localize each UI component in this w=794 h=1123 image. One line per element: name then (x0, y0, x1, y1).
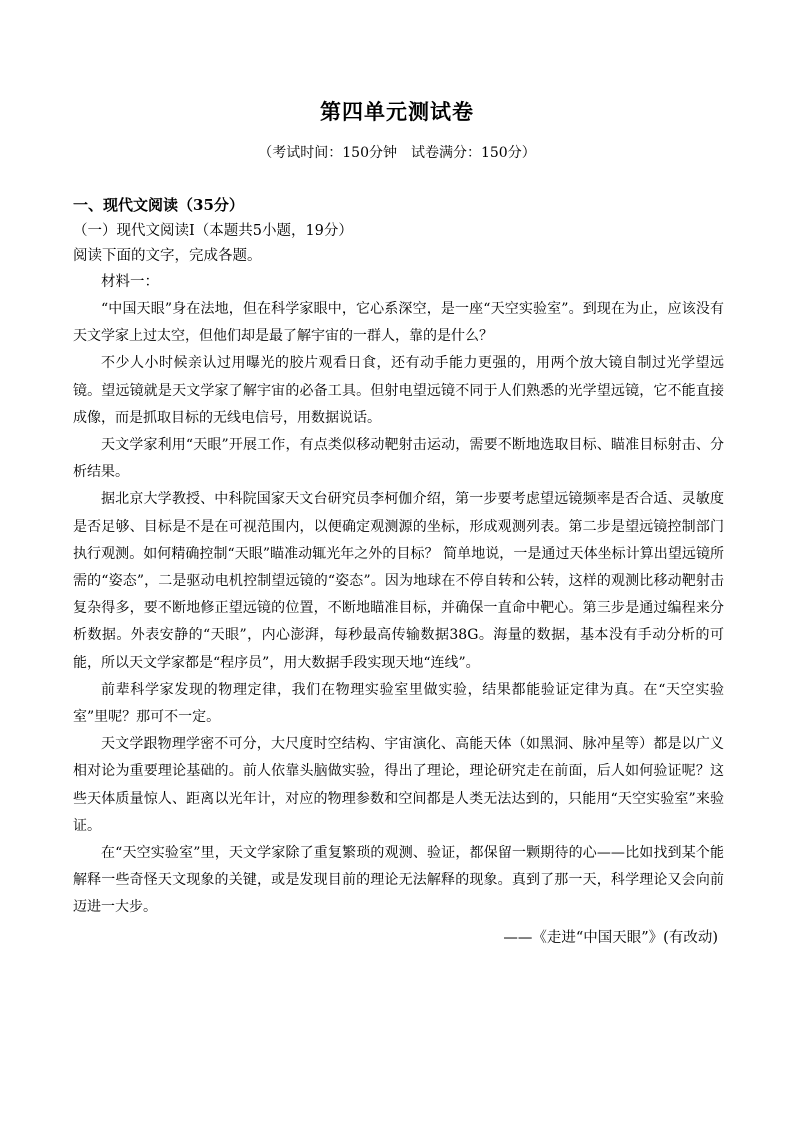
subsection-heading: （一）现代文阅读Ⅰ（本题共5小题，19分） (73, 223, 353, 239)
paragraph: 不少人小时候亲认过用曝光的胶片观看日食，还有动手能力更强的，用两个放大镜自制过光学望远镜。望远镜就是天文学家了解宇宙的必备工具。但射电望远镜不同于人们熟悉的光学望远镜，它不能直接成像，而是抓取目标的无线电信号，用数据说话。 (73, 355, 724, 426)
paragraph: “中国天眼”身在法地，但在科学家眼中，它心系深空，是一座“天空实验室”。到现在为止，应该没有天文学家上过太空，但他们却是最了解宇宙的一群人，靠的是什么？ (73, 301, 724, 345)
material-label: 材料一： (101, 274, 159, 290)
section-heading: 一、现代文阅读（35分） (73, 196, 244, 214)
paragraph: 在“天空实验室”里，天文学家除了重复繁琐的观测、验证，都保留一颗期待的心——比如找到某个能解释一些奇怪天文现象的关键，或是发现目前的理论无法解释的现象。真到了那一天，科学理论又会向前迈进一大步。 (73, 845, 724, 916)
paragraph: 天文学跟物理学密不可分，大尺度时空结构、宇宙演化、高能天体（如黑洞、脉冲星等）都是以广义相对论为重要理论基础的。前人依靠头脑做实验，得出了理论，理论研究走在前面，后人如何验证呢？这些天体质量惊人、距离以光年计，对应的物理参数和空间都是人类无法达到的，只能用“天空实验室”来验证。 (73, 736, 724, 834)
reading-passage (73, 296, 724, 922)
page-title: 第四单元测试卷 (320, 99, 474, 124)
paragraph: 前辈科学家发现的物理定律，我们在物理实验室里做实验，结果都能验证定律为真。在“天空实验室”里呢？那可不一定。 (73, 681, 724, 726)
paragraph: 据北京大学教授、中科院国家天文台研究员李柯伽介绍，第一步要考虑望远镜频率是否合适、灵敏度是否足够、目标是不是在可视范围内，以便确定观测源的坐标，形成观测列表。第二步是望远镜控制部门执行观测。如何精确控制“天眼”瞄准动辄光年之外的目标？ 简单地说，一是通过天体坐标计算出望远镜所需的“姿态”，二是驱动电机控制望远镜的“姿态”。因为地球在不停自转和公转，这样的观测比移动靶射击复杂得多，要不断地修正望远镜的位置，不断地瞄准目标，并确保一直命中靶心。第三步是通过编程来分析数据。外表安静的“天眼”，内心澎湃，每秒最高传输数据38G。海量的数据，基本没有手动分析的可能，所以天文学家都是“程序员”，用大数据手段实现天地“连线”。 (73, 491, 724, 671)
paragraph: 天文学家利用“天眼”开展工作，有点类似移动靶射击运动，需要不断地选取目标、瞄准目标射击、分析结果。 (73, 437, 724, 481)
exam-info: （考试时间：150分钟 试卷满分：150分） (258, 145, 536, 161)
source-citation: ——《走进“中国天眼”》(有改动) (503, 930, 718, 946)
instructions: 阅读下面的文字，完成各题。 (73, 248, 262, 264)
